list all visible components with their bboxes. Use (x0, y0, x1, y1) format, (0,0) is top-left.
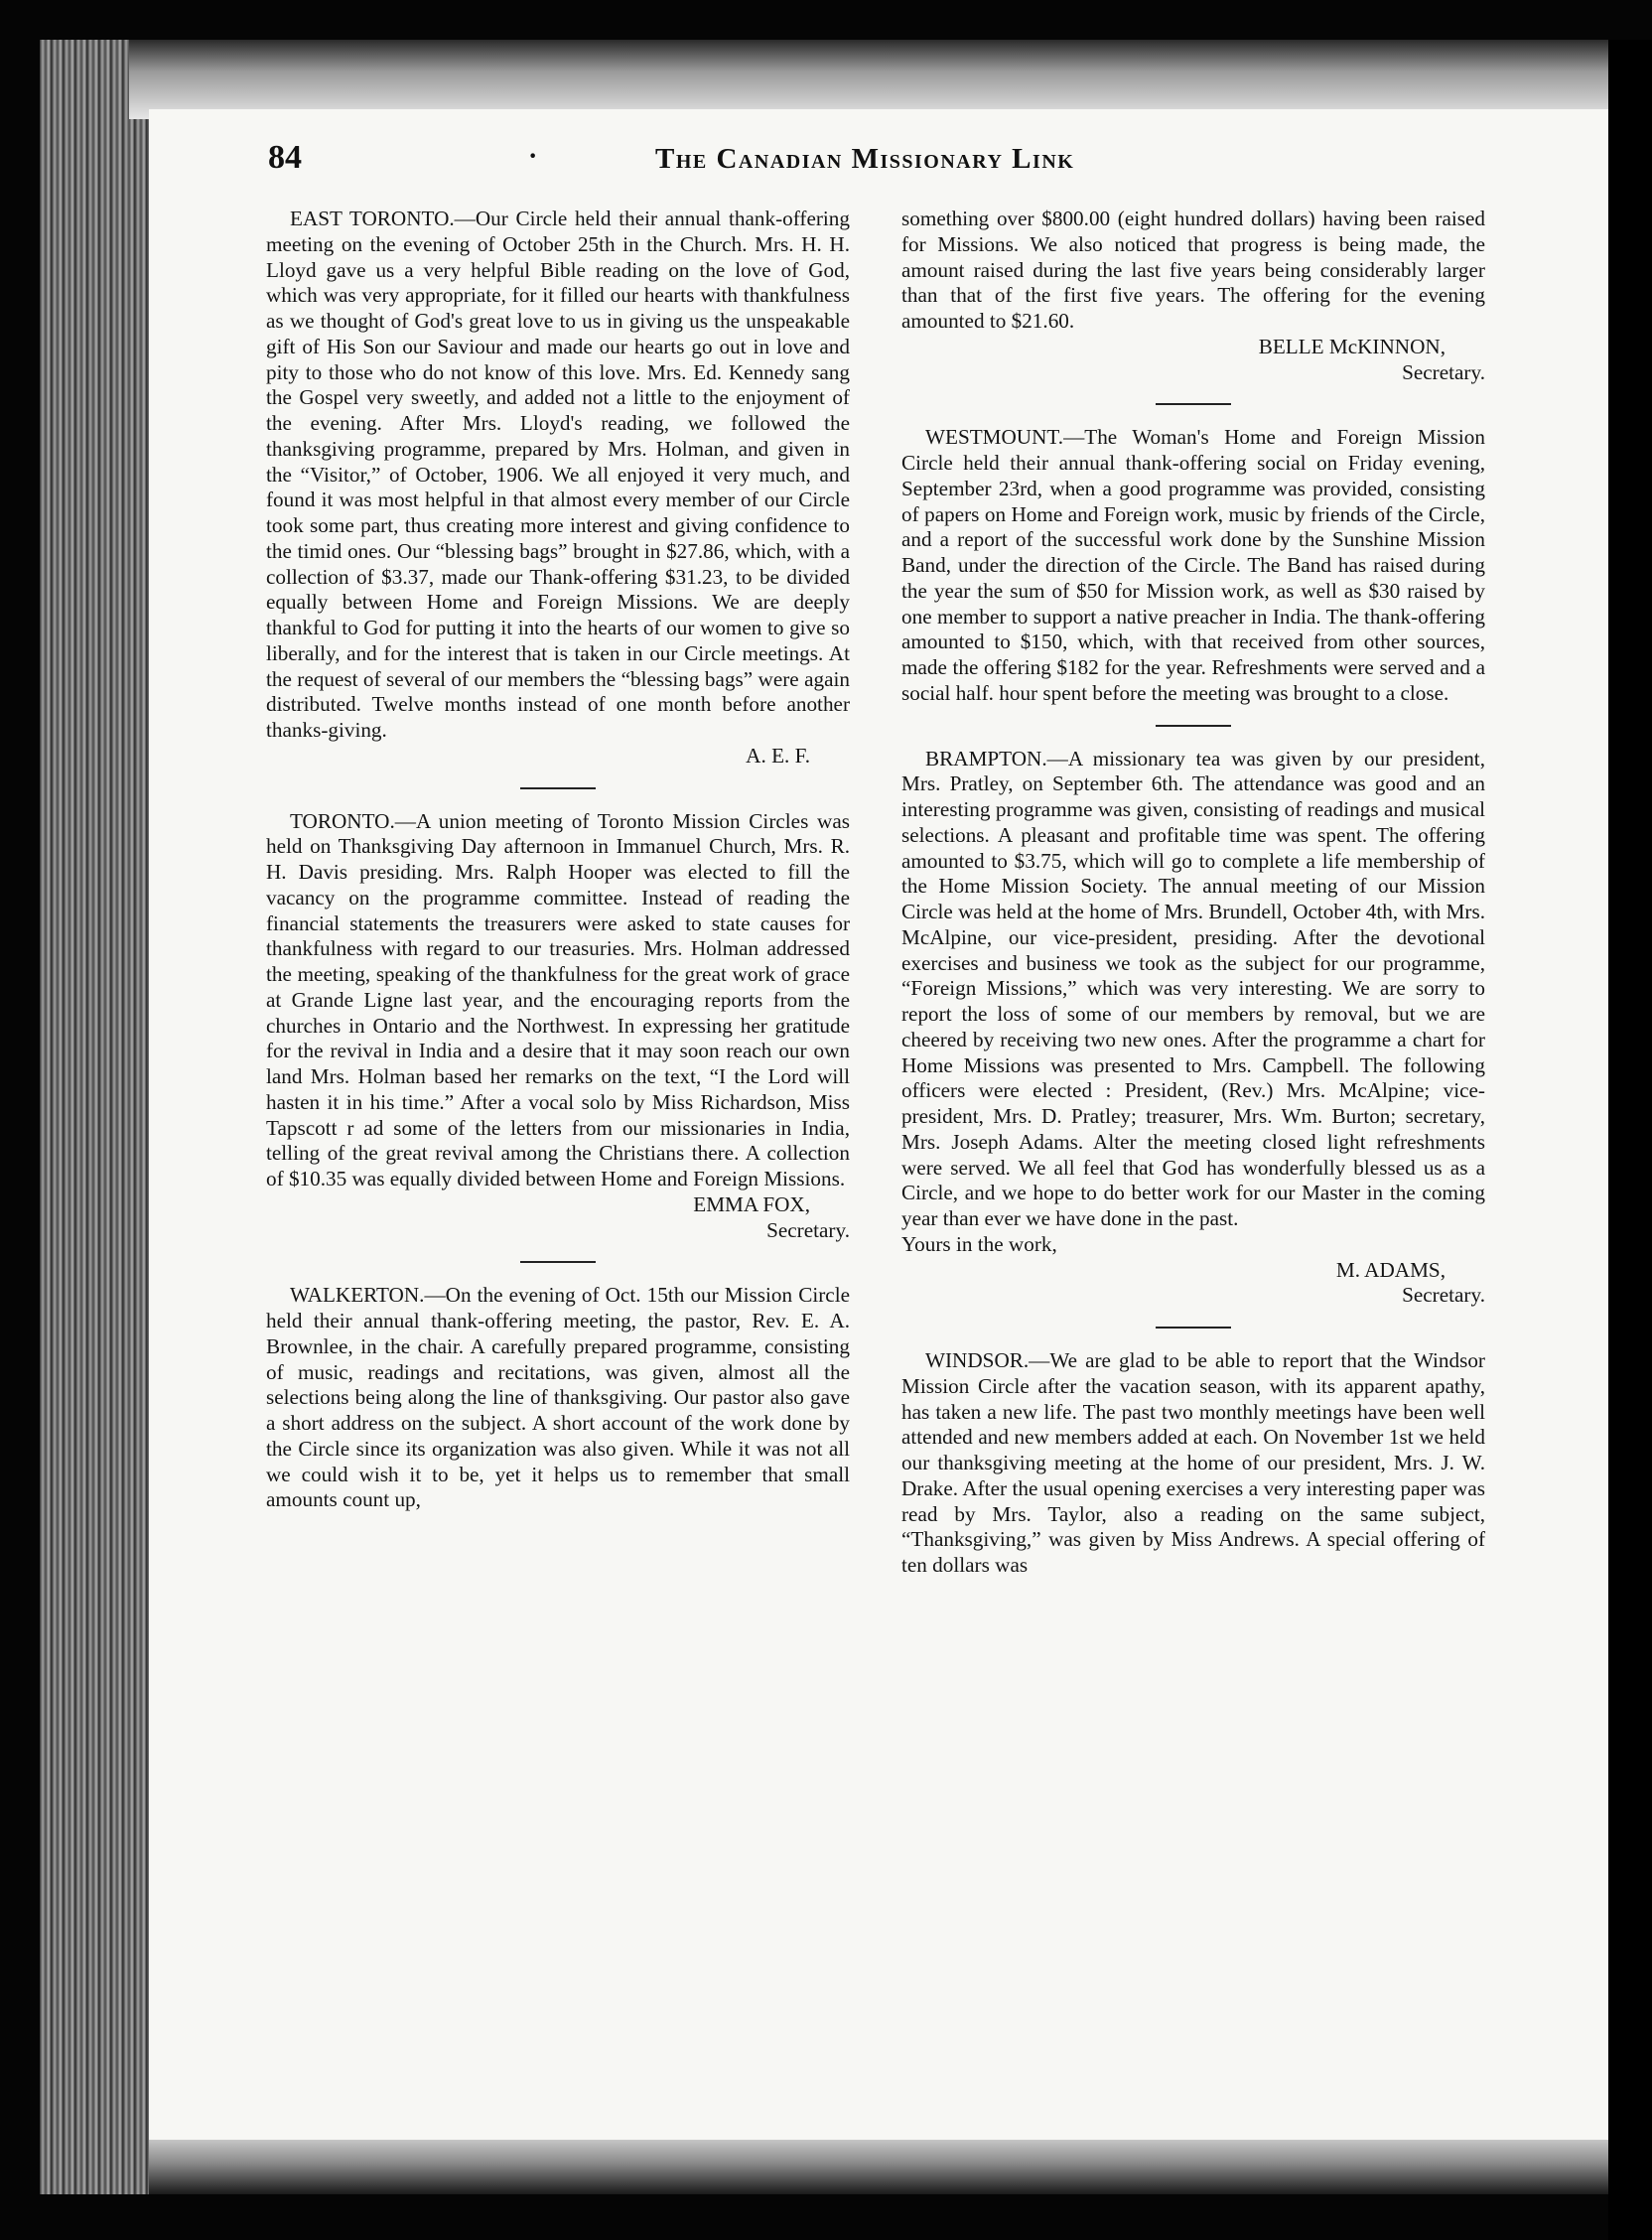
report-body: BRAMPTON.—A missionary tea was given by our president, Mrs. Pratley, on September 6th. The attendance was good and an interesting programme was given, consisting of readings and musical selections. A pleasant and profitable time was spent. The offering amounted to $3.75, which will go to complete a life membership of the Home Mission Society. The annual meeting of our Mission Circle was held at the home of Mrs. Brundell, October 4th, with Mrs. McAlpine, our vice-president, presiding. After the devotional exercises and business we took as the subject for our programme, “Foreign Missions,” which was very interesting. We are sorry to report the loss of some of our members by removal, but we are cheered by receiving two new ones. After the programme a chart for Home Missions was presented to Mrs. Campbell. The following officers were elected : President, (Rev.) Mrs. McAlpine; vice-president, Mrs. D. Pratley; treasurer, Mrs. Wm. Burton; secretary, Mrs. Joseph Adams. Alter the meeting closed light refreshments were served. We all feel that God has wonderfully blessed us as a Circle, and we hope to do better work for our Master in the coming year than ever we have done in the past. (901, 746, 1485, 1230)
section-divider (1156, 1327, 1231, 1329)
page-number: 84 (268, 139, 302, 176)
report-windsor (901, 1348, 1485, 1579)
report-body: EAST TORONTO.—Our Circle held their annual thank-offering meeting on the evening of October 25th in the Church. Mrs. H. H. Lloyd gave us a very helpful Bible reading on the love of God, which was very appropriate, for it filled our hearts with thankfulness as we thought of God's great love to us in giving us the unspeakable gift of His Son our Saviour and made our hearts go out in love and pity to those who do not know of this love. Mrs. Ed. Kennedy sang the Gospel very sweetly, and added not a little to the enjoyment of the evening. After Mrs. Lloyd's reading, we followed the thanksgiving programme, prepared by Mrs. Holman, and given in the “Visitor,” of October, 1906. We all enjoyed it very much, and found it was most helpful in that almost every member of our Circle took some part, thus creating more interest and giving confidence to the timid ones. Our “blessing bags” brought in $27.86, which, with a collection of $3.37, made our Thank-offering $31.23, to be divided equally between Home and Foreign Missions. We are deeply thankful to God for putting it into the hearts of our women to give so liberally, and for the interest that is taken in our Circle meetings. At the request of several of our members the “blessing bags” were again distributed. Twelve months instead of one month before another thanks-giving. (266, 207, 850, 742)
signature-title: Secretary. (766, 1217, 850, 1242)
section-divider (1156, 403, 1231, 405)
report-brampton (901, 747, 1485, 1310)
report-body: WESTMOUNT.—The Woman's Home and Foreign Mission Circle held their annual thank-offering social on Friday evening, September 23rd, when a good programme was provided, consisting of papers on Home and Foreign work, music by friends of the Circle, and a report of the successful work done by the Sunshine Mission Band, under the direction of the Circle. The Band has raised during the year the sum of $50 for Mission work, as well as $30 raised by one member to support a native preacher in India. The thank-offering amounted to $150, which, with that received from other sources, made the offering $182 for the year. Refreshments were served and a social half. hour spent before the meeting was brought to a close. (901, 425, 1485, 705)
right-border (1608, 40, 1652, 2240)
signature-name: BELLE McKINNON, (1258, 334, 1446, 358)
report-body: WALKERTON.—On the evening of Oct. 15th our Mission Circle held their annual thank-offering meeting, the pastor, Rev. E. A. Brownlee, in the chair. A carefully prepared programme, consisting of music, readings and recitations, was given, almost all the selections being along the line of thanksgiving. Our pastor also gave a short address on the subject. A short account of the work done by the Circle since its organization was also given. While it was not all we could wish it to be, yet it helps us to remember that small amounts count up, (266, 1283, 850, 1512)
journal-title: The Canadian Missionary Link (655, 143, 1075, 175)
left-column (266, 207, 850, 1513)
report-toronto (266, 809, 850, 1244)
signature-name: M. ADAMS, (1335, 1257, 1446, 1282)
right-column (901, 207, 1485, 1579)
report-body: WINDSOR.—We are glad to be able to report that the Windsor Mission Circle after the vacation season, with its apparent apathy, has taken a new life. The past two monthly meetings have been well attended and new members added at each. On November 1st we held our thanksgiving meeting at the home of our president, Mrs. J. W. Drake. After the usual opening exercises a very interesting paper was read by Mrs. Taylor, also a reading on the same subject, “Thanksgiving,” was given by Miss Andrews. A special offering of ten dollars was (901, 1348, 1485, 1577)
section-divider (520, 1261, 596, 1263)
signature-title: Secretary. (1402, 359, 1485, 384)
report-walkerton (266, 1283, 850, 1513)
section-divider (520, 787, 596, 789)
signature-name: EMMA FOX, (693, 1191, 810, 1216)
closing-line: Yours in the work, (901, 1231, 1057, 1256)
report-east-toronto (266, 207, 850, 770)
report-walkerton-continued (901, 207, 1485, 385)
report-westmount (901, 425, 1485, 706)
book-spine-shadow (40, 40, 149, 2194)
report-body: TORONTO.—A union meeting of Toronto Mission Circles was held on Thanksgiving Day afternoon in Immanuel Church, Mrs. R. H. Davis presiding. Mrs. Ralph Hooper was elected to fill the vacancy on the programme committee. Instead of reading the financial statements the treasurers were asked to state causes for thankfulness with regard to our treasuries. Mrs. Holman addressed the meeting, speaking of the thankfulness for the great work of grace at Grande Ligne last year, and the encouraging reports from the churches in Ontario and the Northwest. In expressing her gratitude for the revival in India and a desire that it may soon reach our own land Mrs. Holman based her remarks on the text, “I the Lord will hasten it in his time.” After a vocal solo by Miss Richardson, Miss Tapscott r ad some of the letters from our missionaries in India, telling of the great revival among the Christians there. A collection of $10.35 was equally divided between Home and Foreign Missions. (266, 808, 850, 1190)
running-header (268, 139, 1514, 187)
report-signature: A. E. F. (746, 743, 810, 768)
signature-title: Secretary. (1402, 1283, 1485, 1308)
header-dot: · (528, 141, 538, 172)
section-divider (1156, 725, 1231, 727)
report-body: something over $800.00 (eight hundred dollars) having been raised for Missions. We also noticed that progress is being made, the amount raised during the last five years being considerably larger than that of the first five years. The offering for the evening amounted to $21.60. (901, 207, 1485, 333)
top-page-edge (129, 40, 1608, 119)
